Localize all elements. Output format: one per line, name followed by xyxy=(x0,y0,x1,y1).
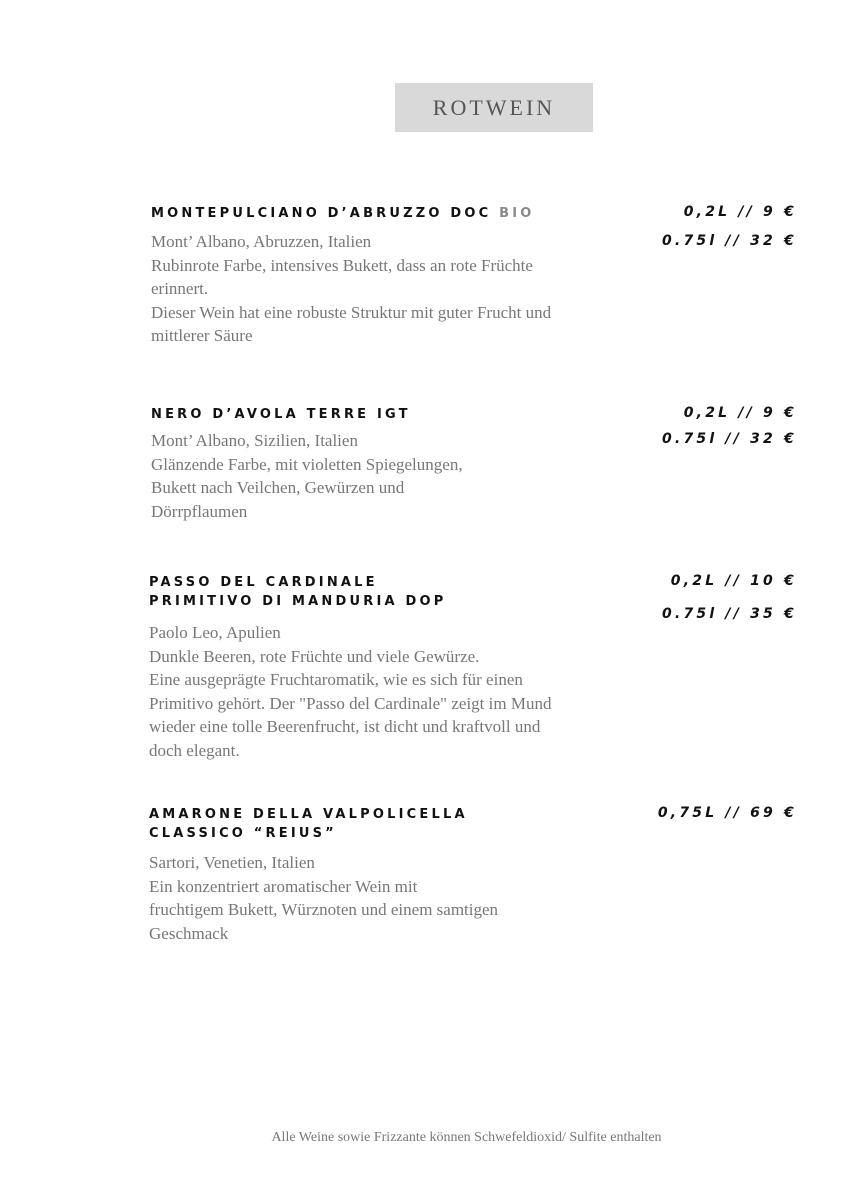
price-bottle: 0.75l // 32 € xyxy=(661,431,797,447)
bio-badge: BIO xyxy=(499,206,535,221)
price-glass: 0,2L // 9 € xyxy=(683,204,797,220)
price-bottle: 0,75L // 69 € xyxy=(657,805,797,821)
wine-description: Sartori, Venetien, Italien Ein konzentriert aromatischer Wein mit fruchtigem Bukett, Würznoten und einem samtigen Geschmack xyxy=(149,853,499,943)
sulfite-notice: Alle Weine sowie Frizzante können Schwefeldioxid/ Sulfite enthalten xyxy=(271,1130,662,1145)
wine-entry-nero-davola xyxy=(151,405,463,523)
wine-name: AMARONE DELLA VALPOLICELLA CLASSICO “REIUS” xyxy=(149,807,468,841)
price-glass: 0,2L // 9 € xyxy=(683,405,797,421)
wine-description: Mont’ Albano, Sizilien, Italien Glänzende Farbe, mit violetten Spiegelungen, Bukett nach Veilchen, Gewürzen und Dörrpflaumen xyxy=(151,431,463,521)
price-glass: 0,2L // 10 € xyxy=(670,573,797,589)
wine-name: PASSO DEL CARDINALE PRIMITIVO DI MANDURIA DOP xyxy=(149,575,447,609)
section-title-box xyxy=(395,83,593,132)
section-title: ROTWEIN xyxy=(432,94,556,120)
wine-entry-amarone xyxy=(149,805,498,945)
wine-entry-passo-del-cardinale xyxy=(149,573,551,762)
wine-name: NERO D’AVOLA TERRE IGT xyxy=(151,407,411,422)
price-bottle: 0.75l // 35 € xyxy=(661,606,797,622)
wine-entry-montepulciano xyxy=(151,204,551,348)
price-bottle: 0.75l // 32 € xyxy=(661,233,797,249)
wine-name: MONTEPULCIANO D’ABRUZZO DOC BIO xyxy=(151,206,535,221)
wine-description: Paolo Leo, Apulien Dunkle Beeren, rote Früchte und viele Gewürze. Eine ausgeprägte Fruchtaromatik, wie es sich für einen Primitivo gehört. Der "Passo del Cardinale" zeigt im Mund wieder eine tolle Beerenfrucht, ist dicht und kraftvoll und doch elegant. xyxy=(149,623,552,760)
wine-description: Mont’ Albano, Abruzzen, Italien Rubinrote Farbe, intensives Bukett, dass an rote Früchte erinnert. Dieser Wein hat eine robuste Struktur mit guter Frucht und mittlerer Säure xyxy=(151,232,552,345)
